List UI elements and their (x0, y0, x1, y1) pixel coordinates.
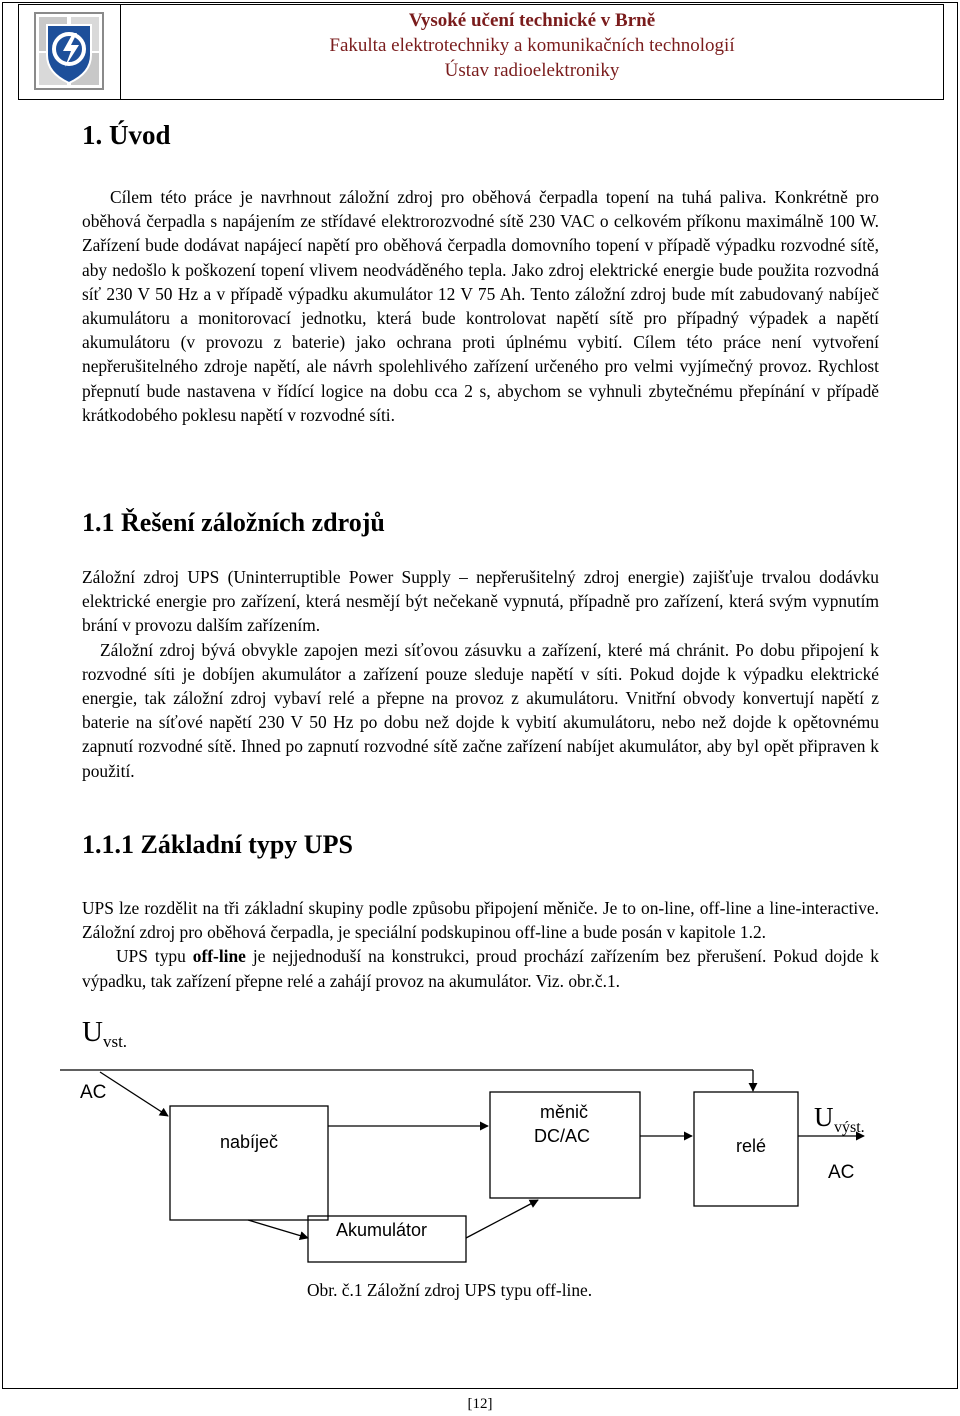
output-ac-label: AC (828, 1162, 855, 1183)
converter-label-line1: měnič (540, 1102, 589, 1122)
input-voltage-label (82, 1016, 127, 1052)
battery-to-converter-arrow (466, 1200, 538, 1238)
output-u-symbol: U (814, 1102, 834, 1132)
intro-paragraph: Cílem této práce je navrhnout záložní zdroj pro oběhová čerpadla topení na tuhá paliva. Konkrétně pro oběhová čerpadla s napájením ze střídavé elektrorozvodné sítě 230 VAC o celkovém příkonu maximálně 100 W. Zařízení bude dodávat napájecí napětí pro oběhová čerpadla domovního topení v případě výpadku rozvodné sítě, aby nedošlo k poškození topení vlivem neodváděného tepla. Jako zdroj elektrické energie bude použita rozvodná síť 230 V 50 Hz a v případě výpadku akumulátor 12 V 75 Ah. Tento záložní zdroj bude mít zabudovaný nabíječ akumulátoru a monitorovací jednotku, která bude kontrolovat napětí sítě pro případný výpadek a napětí akumulátoru (v provozu z baterie) jako ochrana proti úplnému vybití. Cílem této práce není vytvoření nepřerušitelného zdroje napětí, ale návrh spolehlivého zařízení určeného pro velmi vyjímečný provoz. Rychlost přepnutí bude nastavena v řídící logice na dobu cca 2 s, abychom se vyhnuli zbytečnému přepínání v případě krátkodobého poklesu napětí v rozvodné síti. (82, 187, 879, 425)
figure-caption: Obr. č.1 Záložní zdroj UPS typu off-line. (307, 1280, 593, 1300)
mains-to-charger-arrow (100, 1072, 168, 1116)
converter-label-line2: DC/AC (534, 1126, 591, 1146)
ups-offline-diagram (60, 1060, 920, 1280)
document-header (18, 4, 944, 100)
input-u-subscript: vst. (102, 1032, 128, 1051)
charger-label: nabíječ (220, 1132, 279, 1152)
university-name: Vysoké učení technické v Brně (408, 10, 656, 31)
ups-types-paragraph: UPS lze rozdělit na tři základní skupiny podle způsobu připojení měniče. Je to on-line, off-line a line-interactive. Záložní zdroj pro oběhová čerpadla, je speciální podskupinou off-line a bude posán v kapitole 1.2. (82, 898, 879, 943)
output-u-subscript: výst. (834, 1119, 865, 1136)
input-u-symbol: U (82, 1016, 103, 1048)
offline-term: off-line (192, 946, 246, 967)
ups-definition-paragraph: Záložní zdroj UPS (Uninterruptible Power Supply – nepřerušitelný zdroj energie) zajišťuje trvalou dodávku elektrické energie pro zařízení, která nesmějí být nečekaně vypnutá, případně pro zařízení, která svým vypnutím brání v provozu dalším zařízením. (82, 567, 879, 636)
input-ac-label: AC (80, 1082, 107, 1103)
ups-operation-paragraph: Záložní zdroj bývá obvykle zapojen mezi síťovou zásuvku a zařízení, které má chránit. Po dobu připojení k rozvodné síti je dobíjen akumulátor a zařízení pouze sleduje napětí v síti. Pokud dojde k výpadku elektrické energie, tak záložní zdroj vybaví relé a přepne na provoz z akumulátoru. Vnitřní obvody konvertují napětí z baterie na síťové napětí 230 V 50 Hz po dobu než dojde k vybití akumulátoru, nebo než dojde k opětovnému zapnutí rozvodné sítě. Ihned po zapnutí rozvodné sítě začne zařízení nabíjet akumulátor, aby byl opět připraven k použití. (82, 639, 879, 781)
section-1-body (82, 185, 879, 427)
header-text (121, 5, 943, 83)
faculty-name: Fakulta elektrotechniky a komunikačních technologií (329, 35, 735, 56)
charger-to-battery-arrow (248, 1220, 308, 1238)
section-1-heading: 1. Úvod (82, 120, 171, 150)
section-1-1-1-body (82, 896, 879, 993)
university-logo-icon (33, 11, 105, 91)
battery-label: Akumulátor (336, 1220, 428, 1240)
page-number: [12] (467, 1396, 493, 1412)
department-name: Ústav radioelektroniky (444, 60, 620, 81)
offline-paragraph (82, 944, 879, 992)
section-1-1-1-heading: 1.1.1 Základní typy UPS (82, 830, 353, 859)
section-1-1-heading: 1.1 Řešení záložních zdrojů (82, 508, 385, 537)
offline-text-before: UPS typu (116, 946, 193, 967)
charger-block (170, 1106, 328, 1220)
offline-text-after: je nejjednoduší na konstrukci, proud prochází zařízením bez přerušení. Pokud dojde k výpadku, tak zařízení přepne relé a zahájí provoz na akumulátor. Viz. obr.č.1. (82, 946, 879, 991)
logo-box (19, 5, 121, 99)
section-1-1-body (82, 565, 879, 783)
relay-label: relé (736, 1136, 767, 1156)
